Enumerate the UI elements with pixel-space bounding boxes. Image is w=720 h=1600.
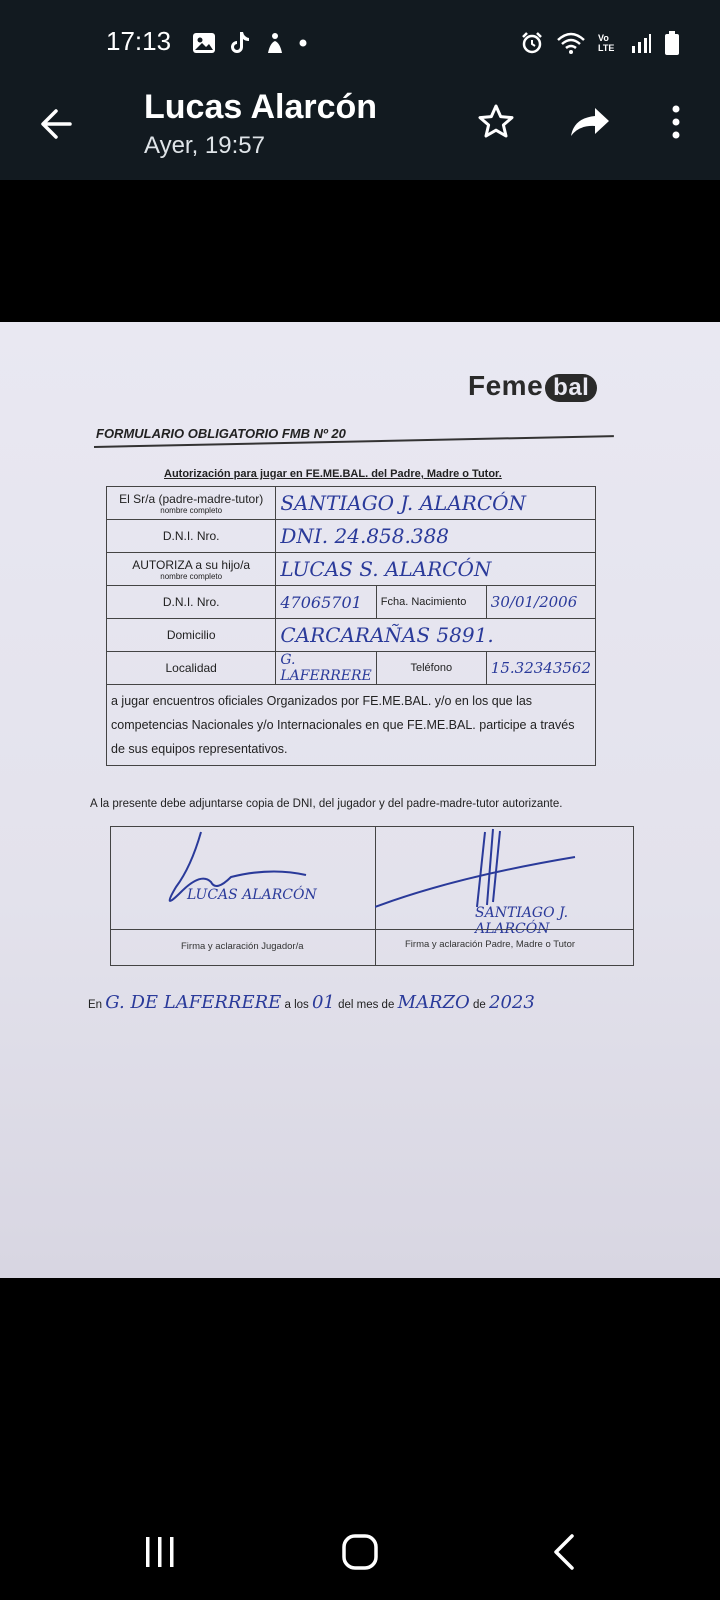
address-value: CARCARAÑAS 5891. [276, 619, 596, 652]
wifi-icon [556, 31, 586, 55]
city-value: G. LAFERRERE [276, 652, 376, 685]
player-signature-label: Firma y aclaración Jugador/a [181, 941, 304, 952]
star-button[interactable] [472, 98, 520, 146]
more-options-button[interactable] [652, 98, 700, 146]
arrow-left-icon [36, 104, 76, 144]
notification-icons [192, 30, 308, 56]
signature-divider [375, 929, 633, 930]
logo-badge: bal [545, 374, 597, 402]
back-nav-button[interactable] [540, 1530, 588, 1574]
day-prefix: a los [284, 999, 309, 1011]
child-sublabel: nombre completo [160, 571, 223, 581]
gallery-icon [192, 32, 216, 54]
phone-label: Teléfono [376, 652, 486, 685]
place-value: G. DE LAFERRERE [105, 992, 282, 1013]
navigation-bar [0, 1500, 720, 1600]
birth-label: Fcha. Nacimiento [376, 586, 486, 619]
share-button[interactable] [566, 98, 614, 146]
system-icons [520, 30, 680, 56]
dni1-value: DNI. 24.858.388 [276, 520, 596, 553]
player-signature-cell [111, 827, 376, 965]
logo-text: Feme [468, 370, 544, 401]
star-icon [476, 102, 516, 142]
dni1-label: D.N.I. Nro. [107, 520, 276, 553]
form-title: FORMULARIO OBLIGATORIO FMB Nº 20 [96, 426, 346, 441]
more-vert-icon [670, 104, 682, 140]
player-signature-scribble [131, 827, 331, 917]
tutor-value: SANTIAGO J. ALARCÓN [276, 487, 596, 520]
dni2-value: 47065701 [276, 586, 376, 619]
month-value: MARZO [397, 992, 470, 1013]
tutor-signature-cell [375, 827, 633, 965]
tiktok-icon [228, 30, 252, 56]
duo-icon [264, 31, 286, 55]
form-heading: Autorización para jugar en FE.ME.BAL. del Padre, Madre o Tutor. [164, 468, 502, 480]
recents-icon [142, 1535, 178, 1569]
child-value: LUCAS S. ALARCÓN [276, 553, 596, 586]
birth-value: 30/01/2006 [486, 586, 595, 619]
signature-box [110, 826, 634, 966]
home-button[interactable] [336, 1530, 384, 1574]
share-icon [569, 104, 611, 140]
authorization-paragraph: a jugar encuentros oficiales Organizados por FE.ME.BAL. y/o en los que las competencias Nacionales y/o Internacionales en que FE.ME.BAL. participe a través de sus equipos representativos. [107, 685, 596, 766]
battery-icon [664, 30, 680, 56]
year-prefix: de [473, 999, 486, 1011]
recents-button[interactable] [136, 1530, 184, 1574]
signal-icon [630, 32, 652, 54]
player-signature-name: LUCAS ALARCÓN [187, 887, 317, 903]
table-row [107, 586, 596, 619]
phone-value: 15.32343562 [486, 652, 595, 685]
table-row [107, 652, 596, 685]
city-label: Localidad [107, 652, 276, 685]
child-label: AUTORIZA a su hijo/a [132, 557, 251, 572]
tutor-label-cell [107, 487, 276, 520]
tutor-signature-name: SANTIAGO J. ALARCÓN [475, 905, 569, 937]
place-prefix: En [88, 999, 103, 1011]
day-value: 01 [311, 992, 335, 1013]
contact-name: Lucas Alarcón [144, 88, 378, 126]
status-bar [0, 0, 720, 80]
dni2-label: D.N.I. Nro. [107, 586, 276, 619]
home-icon [340, 1532, 380, 1572]
authorization-table [106, 486, 596, 766]
document-photo[interactable] [0, 322, 720, 1278]
table-row [107, 520, 596, 553]
status-time: 17:13 [106, 26, 172, 56]
dot-icon [298, 38, 308, 48]
place-date-line [88, 992, 535, 1013]
table-row [107, 553, 596, 586]
table-row [107, 487, 596, 520]
femebal-logo [468, 370, 597, 402]
back-nav-icon [550, 1534, 578, 1570]
attachment-note: A la presente debe adjuntarse copia de DNI, del jugador y del padre-madre-tutor autorizante. [90, 798, 563, 810]
tutor-label: El Sr/a (padre-madre-tutor) [119, 491, 264, 506]
back-button[interactable] [36, 104, 76, 144]
message-timestamp: Ayer, 19:57 [144, 132, 265, 159]
address-label: Domicilio [107, 619, 276, 652]
signature-divider [111, 929, 375, 930]
table-row [107, 619, 596, 652]
app-bar [0, 80, 720, 180]
tutor-sublabel: nombre completo [160, 505, 223, 515]
child-label-cell [107, 553, 276, 586]
tutor-signature-label: Firma y aclaración Padre, Madre o Tutor [405, 939, 576, 950]
month-prefix: del mes de [338, 999, 395, 1011]
volte-icon: Vo LTE [598, 33, 615, 53]
year-value: 2023 [489, 992, 535, 1013]
alarm-icon [520, 31, 544, 55]
table-row [107, 685, 596, 766]
